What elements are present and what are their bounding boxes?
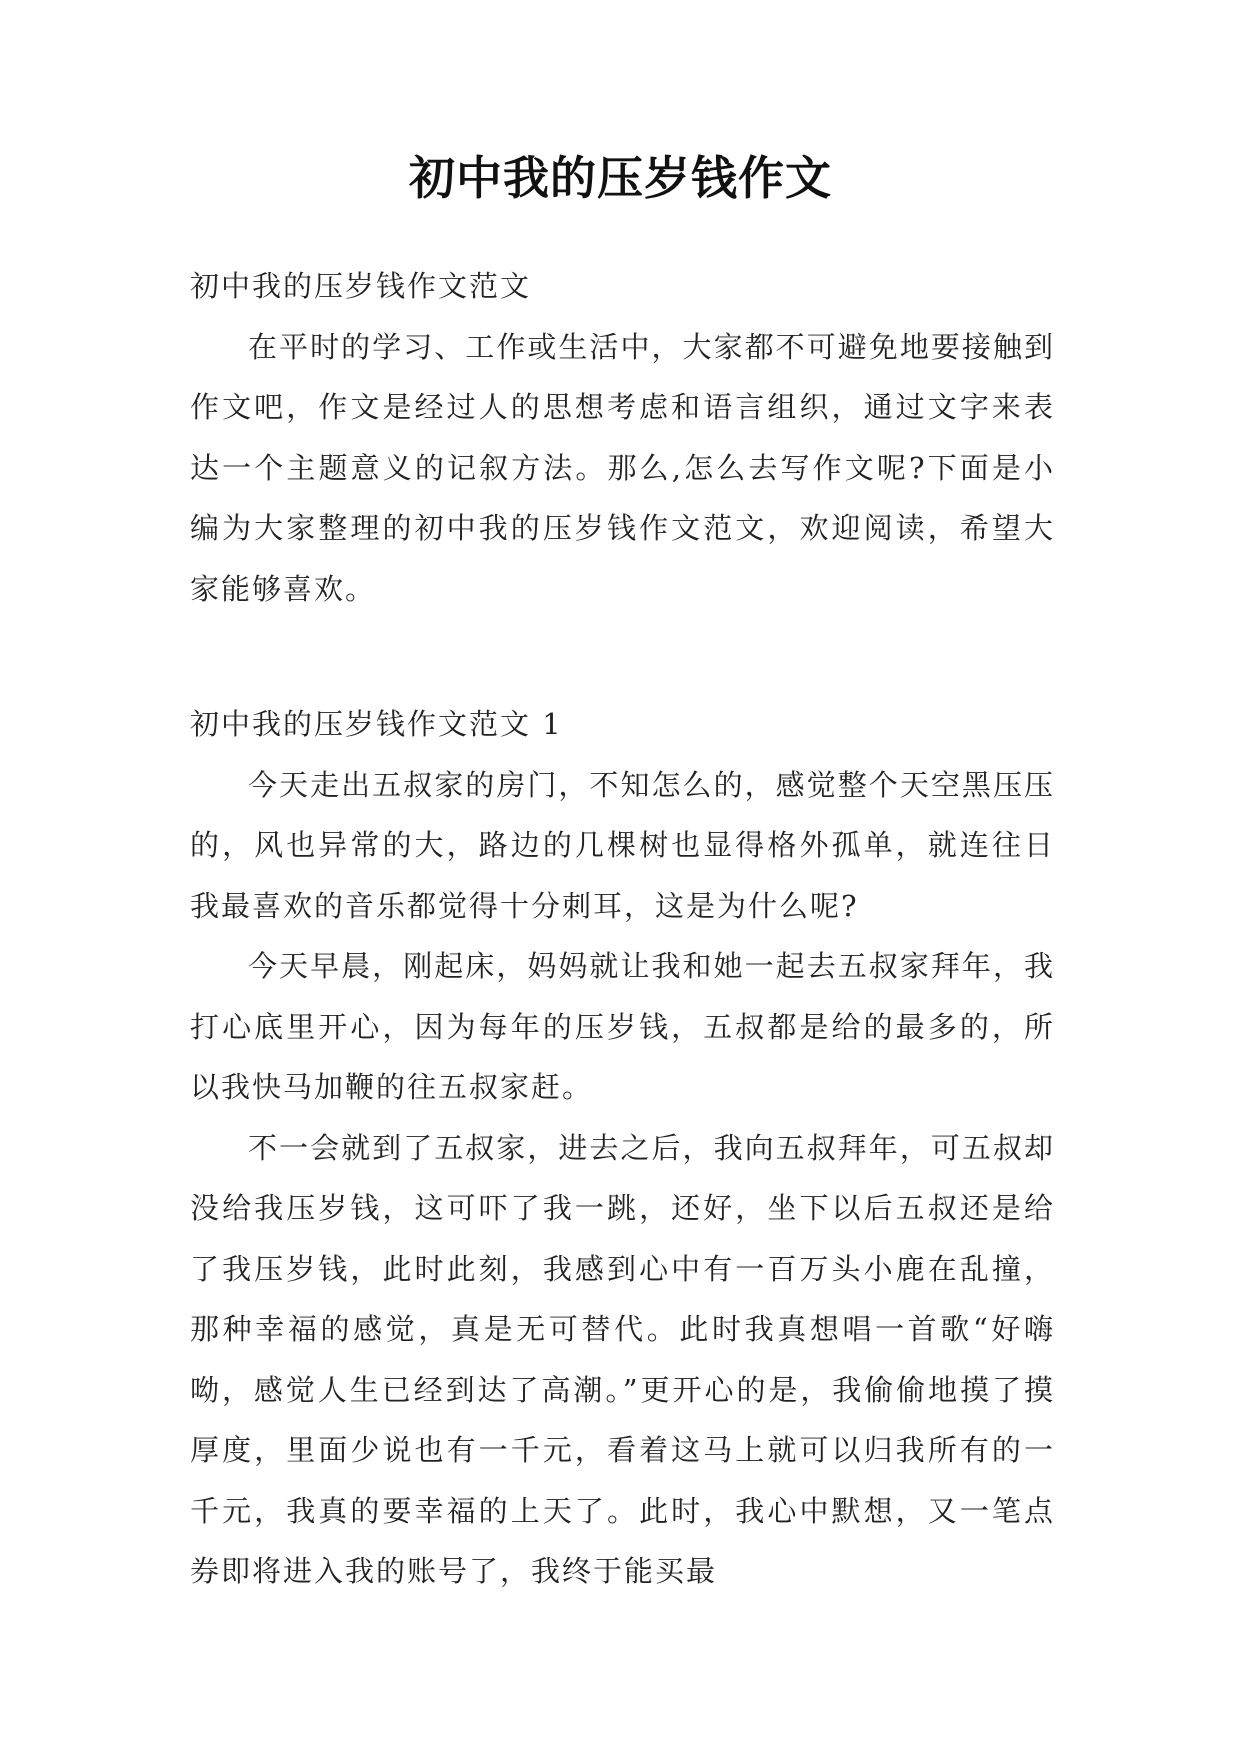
intro-paragraph: 在平时的学习、工作或生活中，大家都不可避免地要接触到作文吧，作文是经过人的思想考虑和语言组织，通过文字来表达一个主题意义的记叙方法。那么,怎么去写作文呢?下面是小编为大家整理的初中我的压岁钱作文范文，欢迎阅读，希望大家能够喜欢。 — [190, 329, 1055, 606]
document-title: 初中我的压岁钱作文 — [409, 151, 832, 205]
intro-heading: 初中我的压岁钱作文范文 — [190, 269, 532, 303]
essay-paragraph-2: 今天早晨，刚起床，妈妈就让我和她一起去五叔家拜年，我打心底里开心，因为每年的压岁钱，五叔都是给的最多的，所以我快马加鞭的往五叔家赶。 — [190, 949, 1055, 1104]
intro-section — [190, 256, 1055, 619]
essay-section — [190, 694, 1055, 1602]
essay-paragraph-3: 不一会就到了五叔家，进去之后，我向五叔拜年，可五叔却没给我压岁钱，这可吓了我一跳，还好，坐下以后五叔还是给了我压岁钱，此时此刻，我感到心中有一百万头小鹿在乱撞，那种幸福的感觉，真是无可替代。此时我真想唱一首歌“好嗨呦，感觉人生已经到达了高潮。”更开心的是，我偷偷地摸了摸厚度，里面少说也有一千元，看着这马上就可以归我所有的一千元，我真的要幸福的上天了。此时，我心中默想，又一笔点券即将进入我的账号了，我终于能买最 — [190, 1130, 1055, 1588]
essay-heading: 初中我的压岁钱作文范文 1 — [190, 707, 563, 741]
essay-paragraph-1: 今天走出五叔家的房门，不知怎么的，感觉整个天空黑压压的，风也异常的大，路边的几棵树也显得格外孤单，就连往日我最喜欢的音乐都觉得十分刺耳，这是为什么呢? — [190, 767, 1055, 923]
